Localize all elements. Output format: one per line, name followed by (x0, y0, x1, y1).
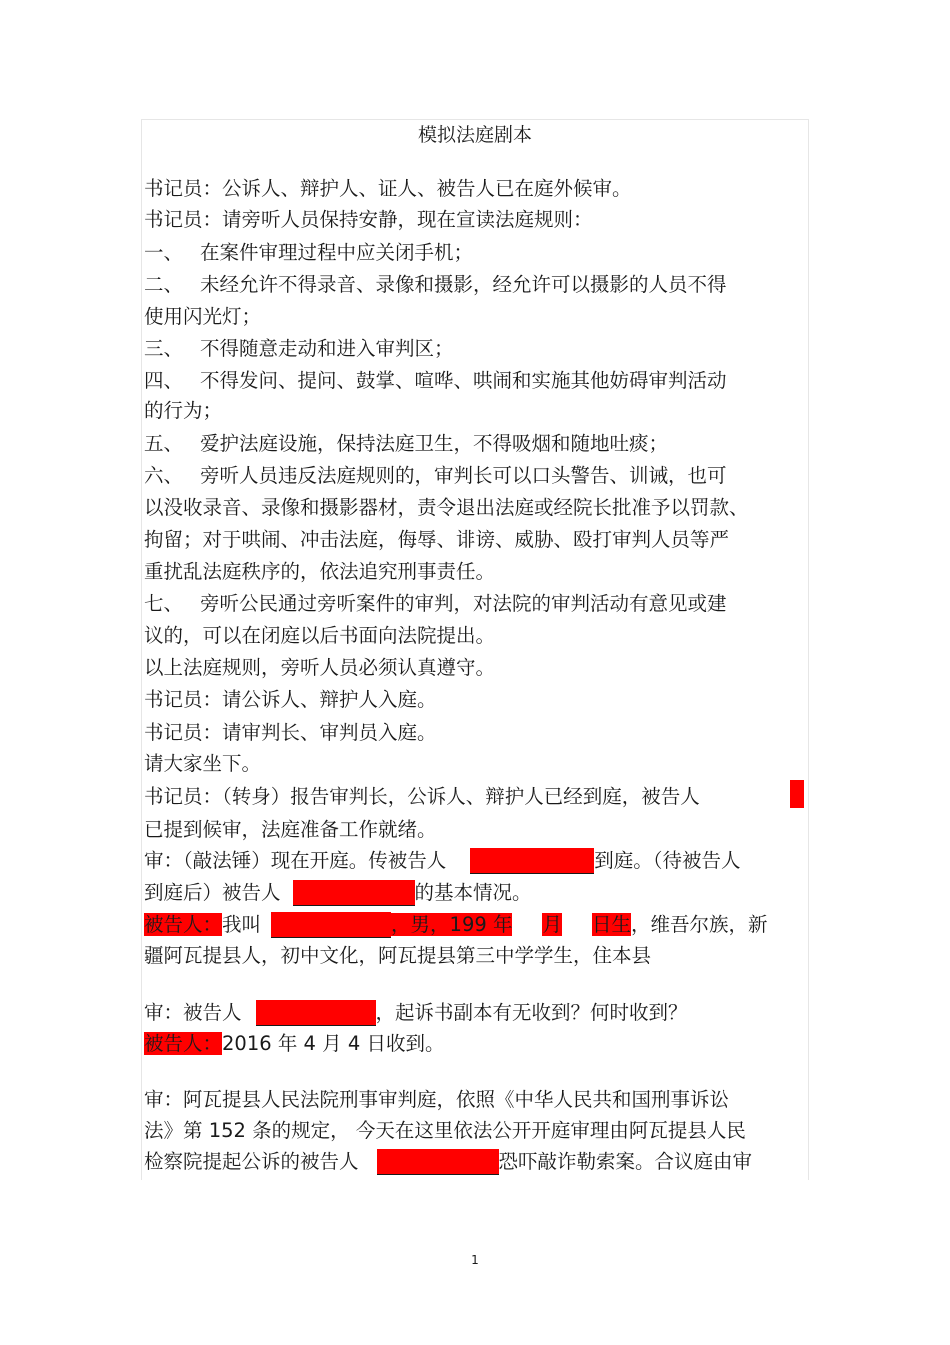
line-clerk-call-2: 书记员：请审判长、审判员入庭。 (144, 721, 437, 744)
line-judge-open (144, 848, 741, 874)
redaction-4 (271, 912, 391, 938)
line-clerk-report: 书记员：（转身）报告审判长，公诉人、辩护人已经到庭，被告人 (144, 785, 700, 808)
defendant-answer-label: 被告人： (144, 1032, 223, 1055)
rule-7-number: 七、 (144, 592, 184, 615)
rule-6-text: 旁听人员违反法庭规则的，审判长可以口头警告、训诫，也可 (200, 464, 727, 487)
judge-open-text-1: 审：（敲法锤）现在开庭。传被告人 (144, 849, 447, 872)
rule-7 (144, 591, 727, 617)
defendant-label: 被告人： (144, 913, 223, 936)
rule-5 (144, 431, 668, 457)
rule-1 (144, 240, 473, 266)
defendant-intro-1: 我叫 (222, 913, 262, 936)
rule-3-number: 三、 (144, 337, 184, 360)
document-title: 模拟法庭剧本 (417, 124, 532, 146)
rule-1-text: 在案件审理过程中应关闭手机； (200, 241, 474, 264)
rule-6-cont-1: 以没收录音、录像和摄影器材，责令退出法庭或经院长批准予以罚款、 (144, 496, 749, 519)
line-judge-question (144, 1000, 688, 1026)
rules-conclusion: 以上法庭规则，旁听人员必须认真遵守。 (144, 656, 496, 679)
redaction-1 (790, 780, 804, 808)
judge-question-1: 审：被告人 (144, 1001, 242, 1024)
rule-7-cont: 议的，可以在闭庭以后书面向法院提出。 (144, 624, 496, 647)
line-defendant-intro-cont: 疆阿瓦提县人，初中文化，阿瓦提县第三中学学生，住本县 (144, 944, 652, 967)
line-defendant-answer (144, 1031, 444, 1057)
rule-2-cont: 使用闪光灯； (144, 305, 262, 328)
page-number: 1 (471, 1253, 479, 1267)
rule-4-number: 四、 (144, 369, 184, 392)
rule-6 (144, 463, 727, 489)
line-judge-statement-3 (144, 1149, 752, 1175)
rule-4-text: 不得发问、提问、鼓掌、喧哗、哄闹和实施其他妨碍审判活动 (200, 369, 727, 392)
rule-1-number: 一、 (144, 241, 184, 264)
line-clerk-call-1: 书记员：请公诉人、辩护人入庭。 (144, 688, 437, 711)
judge-statement-3a: 检察院提起公诉的被告人 (144, 1150, 359, 1173)
rule-5-text: 爱护法庭设施，保持法庭卫生，不得吸烟和随地吐痰； (200, 432, 669, 455)
rule-4-cont: 的行为； (144, 399, 223, 422)
line-judge-statement-1: 审：阿瓦提县人民法院刑事审判庭，依照《中华人民共和国刑事诉讼 (144, 1088, 730, 1111)
defendant-intro-4: 日生 (591, 913, 631, 936)
judge-open-text-2: 到庭。（待被告人 (594, 849, 741, 872)
redaction-2 (470, 848, 594, 874)
line-1: 书记员：公诉人、辩护人、证人、被告人已在庭外候审。 (144, 177, 632, 200)
defendant-intro-2: ，男，199 年 (391, 913, 513, 936)
rule-2-number: 二、 (144, 273, 184, 296)
line-judge-statement-2: 法》第 152 条的规定， 今天在这里依法公开开庭审理由阿瓦提县人民 (144, 1119, 746, 1142)
judge-statement-3b: 恐吓敲诈勒索案。合议庭由审 (498, 1150, 753, 1173)
defendant-intro-5: ，维吾尔族，新 (630, 913, 768, 936)
rule-3-text: 不得随意走动和进入审判区； (200, 337, 454, 360)
rule-4 (144, 368, 727, 394)
rule-2-text: 未经允许不得录音、录像和摄影，经允许可以摄影的人员不得 (200, 273, 727, 296)
rule-5-number: 五、 (144, 432, 184, 455)
redaction-3 (293, 880, 415, 906)
rule-7-text: 旁听公民通过旁听案件的审判，对法院的审判活动有意见或建 (200, 592, 727, 615)
line-clerk-report-cont: 已提到候审，法庭准备工作就绪。 (144, 818, 437, 841)
defendant-intro-3: 月 (542, 913, 562, 936)
line-defendant-intro (144, 912, 768, 938)
redaction-6 (377, 1149, 499, 1175)
judge-question-2: ，起诉书副本有无收到？何时收到？ (375, 1001, 688, 1024)
redaction-5 (256, 1000, 376, 1026)
rule-6-number: 六、 (144, 464, 184, 487)
rule-6-cont-2: 拘留；对于哄闹、冲击法庭，侮辱、诽谤、威胁、殴打审判人员等严 (144, 528, 730, 551)
judge-open-text-3: 到庭后）被告人 (144, 881, 281, 904)
rule-6-cont-3: 重扰乱法庭秩序的，依法追究刑事责任。 (144, 560, 496, 583)
judge-open-text-4: 的基本情况。 (414, 881, 532, 904)
line-judge-open-cont (144, 880, 532, 906)
rule-3 (144, 336, 454, 362)
rule-2 (144, 272, 727, 298)
line-2: 书记员：请旁听人员保持安静，现在宣读法庭规则： (144, 208, 593, 231)
defendant-answer-text: 2016 年 4 月 4 日收到。 (222, 1032, 445, 1055)
line-be-seated: 请大家坐下。 (144, 752, 262, 775)
